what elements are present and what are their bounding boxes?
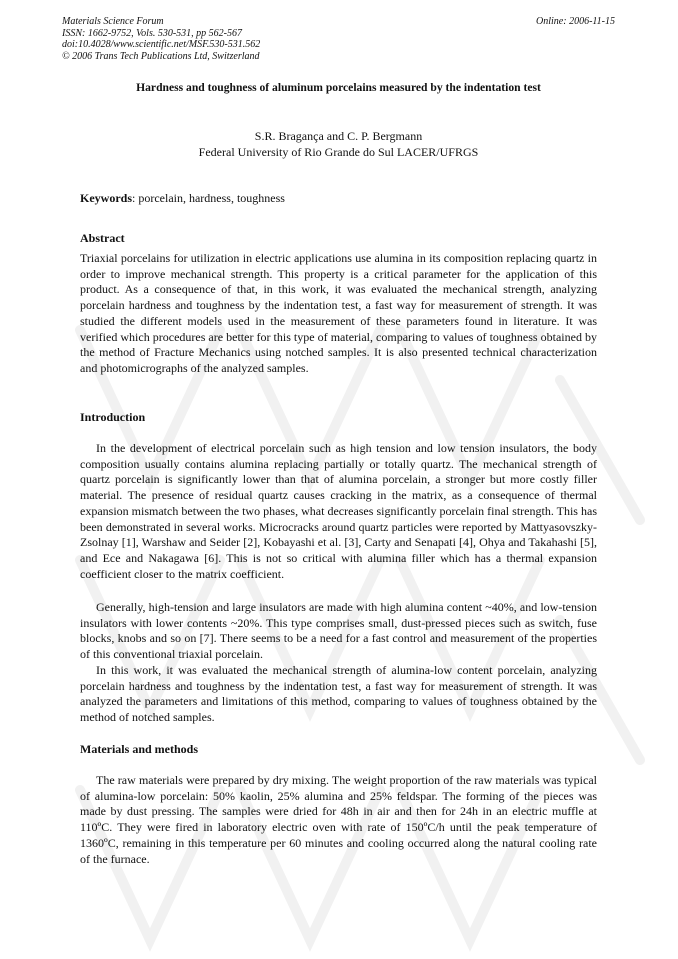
introduction-heading: Introduction xyxy=(80,410,146,424)
intro-paragraph-2: Generally, high-tension and large insulators are made with high alumina content ~40%, and low-tension insulators with lower contents ~20%. This type comprises small, dust-pressed pieces such as switch, fuse blocks, knobs and so on [7]. There seems to be a need for a fast control and measurement of the properties of this conventional triaxial porcelain. xyxy=(80,600,597,662)
copyright-line: © 2006 Trans Tech Publications Ltd, Switzerland xyxy=(62,50,260,62)
online-date: Online: 2006-11-15 xyxy=(536,16,615,27)
author-block xyxy=(62,128,615,160)
paper-title: Hardness and toughness of aluminum porcelains measured by the indentation test xyxy=(136,81,541,94)
affiliation: Federal University of Rio Grande do Sul LACER/UFRGS xyxy=(198,145,479,159)
keywords xyxy=(80,191,597,206)
intro-paragraph-1: In the development of electrical porcelain such as high tension and low tension insulators, the body composition usually contains alumina replacing partially or totally quartz. The mechanical strength of quartz porcelain is significantly lower than that of alumina porcelain, a stronger but more costly filler material. The presence of residual quartz causes cracking in the matrix, as a consequence of thermal expansion mismatch between the two phases, what decreases significantly porcelain final strength. This has been demonstrated in several works. Microcracks around quartz particles were reported by Mattyasovszky-Zsolnay [1], Warshaw and Seider [2], Kobayashi et al. [3], Carty and Senapati [4], Ohya and Takahashi [5], and Ece and Nakagawa [6]. This is not so critical with alumina filler which has a thermal expansion coefficient closer to the matrix coefficient. xyxy=(80,441,597,581)
doi-line: doi:10.4028/www.scientific.net/MSF.530-531.562 xyxy=(62,39,261,51)
intro-paragraph-3: In this work, it was evaluated the mechanical strength of alumina-low content porcelain, analyzing porcelain hardness and toughness by the indentation test, a fast way for measurement of strength. It was analyzed the parameters and limitations of this method, comparing to values of toughness obtained by the method of notched samples. xyxy=(80,663,597,725)
authors: S.R. Bragança and C. P. Bergmann xyxy=(254,129,423,143)
keywords-label: Keywords xyxy=(80,191,132,205)
journal-header xyxy=(62,16,615,62)
issn-line: ISSN: 1662-9752, Vols. 530-531, pp 562-567 xyxy=(62,27,242,39)
methods-heading: Materials and methods xyxy=(80,742,198,756)
methods-paragraph-1: The raw materials were prepared by dry mixing. The weight proportion of the raw materials was typical of alumina-low porcelain: 50% kaolin, 25% alumina and 25% feldspar. The forming of the pieces was made by dust pressing. The samples were dried for 48h in air and then for 24h in an electric muffle at 110ºC. They were fired in laboratory electric oven with rate of 150ºC/h until the peak temperature of 1360ºC, remaining in this temperature per 60 minutes and cooling occurred along the natural cooling rate of the furnace. xyxy=(80,773,597,866)
keywords-text: : porcelain, hardness, toughness xyxy=(132,191,285,205)
abstract-text: Triaxial porcelains for utilization in electric applications use alumina in its composition replacing quartz in order to improve mechanical strength. This property is a critical parameter for the application of this product. As a consequence of that, in this work, it was evaluated the mechanical strength, analyzing porcelain hardness and toughness by the indentation test, a fast way for measurement of strength. It was studied the different models used in the measurement of these parameters found in literature. It was verified which procedures are better for this type of material, comparing to values of toughness obtained by the method of Fracture Mechanics using notched samples. It is also presented technical characterization and photomicrographs of the analyzed samples. xyxy=(80,251,597,375)
abstract-heading: Abstract xyxy=(80,231,125,245)
journal-name: Materials Science Forum xyxy=(62,16,164,27)
